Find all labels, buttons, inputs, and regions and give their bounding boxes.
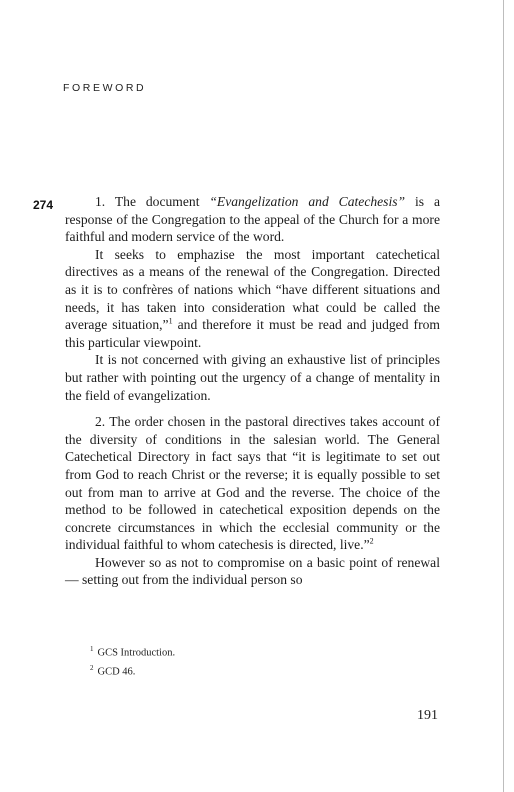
paragraph-4: [65, 413, 440, 554]
paragraph-5: However so as not to compromise on a basic point of renewal — setting out from the individual person so: [65, 554, 440, 588]
footnote-1: [90, 642, 175, 661]
paragraph-2-tail: and therefore it must be read and judged from this particular viewpoint.: [65, 317, 440, 350]
footnote-1-mark: 1: [90, 645, 94, 653]
footnote-2-mark: 2: [90, 663, 94, 672]
footnotes: [90, 642, 175, 679]
running-head: FOREWORD: [63, 82, 147, 94]
footnote-ref-2: 2: [369, 536, 374, 546]
document-title: “Evangelization and Catechesis”: [209, 194, 406, 209]
paragraph-4-main: 2. The order chosen in the pastoral directives takes account of the diversity of conditions in the salesian world. The General Catechetical Directory in fact says that “it is legitimate to set out from God to reach Christ or the reverse; it is equally possible to set out from man to arrive at God and the reverse. The choice of the method to be followed in catechetical exposition depends on the concrete circumstances in which the ecclesial community or the individual faithful to whom catechesis is directed, live.”: [65, 414, 440, 553]
paragraph-1: [65, 193, 440, 246]
page-edge-line: [503, 0, 504, 792]
paragraph-2: [65, 246, 440, 352]
body-text: [65, 193, 440, 589]
footnote-2: [90, 661, 175, 680]
footnote-2-text: GCD 46.: [97, 666, 136, 677]
paragraph-2-main: It seeks to emphazise the most important catechetical directives as a means of the renewal of the Congregation. Directed as it is to confrères of nations which “have different situations and needs, it has taken into consideration what could be called the average situation,”: [65, 246, 440, 333]
paragraph-1-lead: 1. The document: [95, 194, 210, 209]
footnote-ref-1: 1: [168, 316, 173, 326]
paragraph-3: It is not concerned with giving an exhaustive list of principles but rather with pointing out the urgency of a change of mentality in the field of evangelization.: [65, 352, 440, 403]
footnote-1-text: GCS Introduction.: [97, 647, 176, 659]
page-number: 191: [417, 708, 438, 723]
paragraph-1-rest: is a response of the Congregation to the appeal of the Church for a more faithful and modern service of the word.: [65, 194, 440, 245]
margin-paragraph-number: 274: [33, 198, 54, 212]
